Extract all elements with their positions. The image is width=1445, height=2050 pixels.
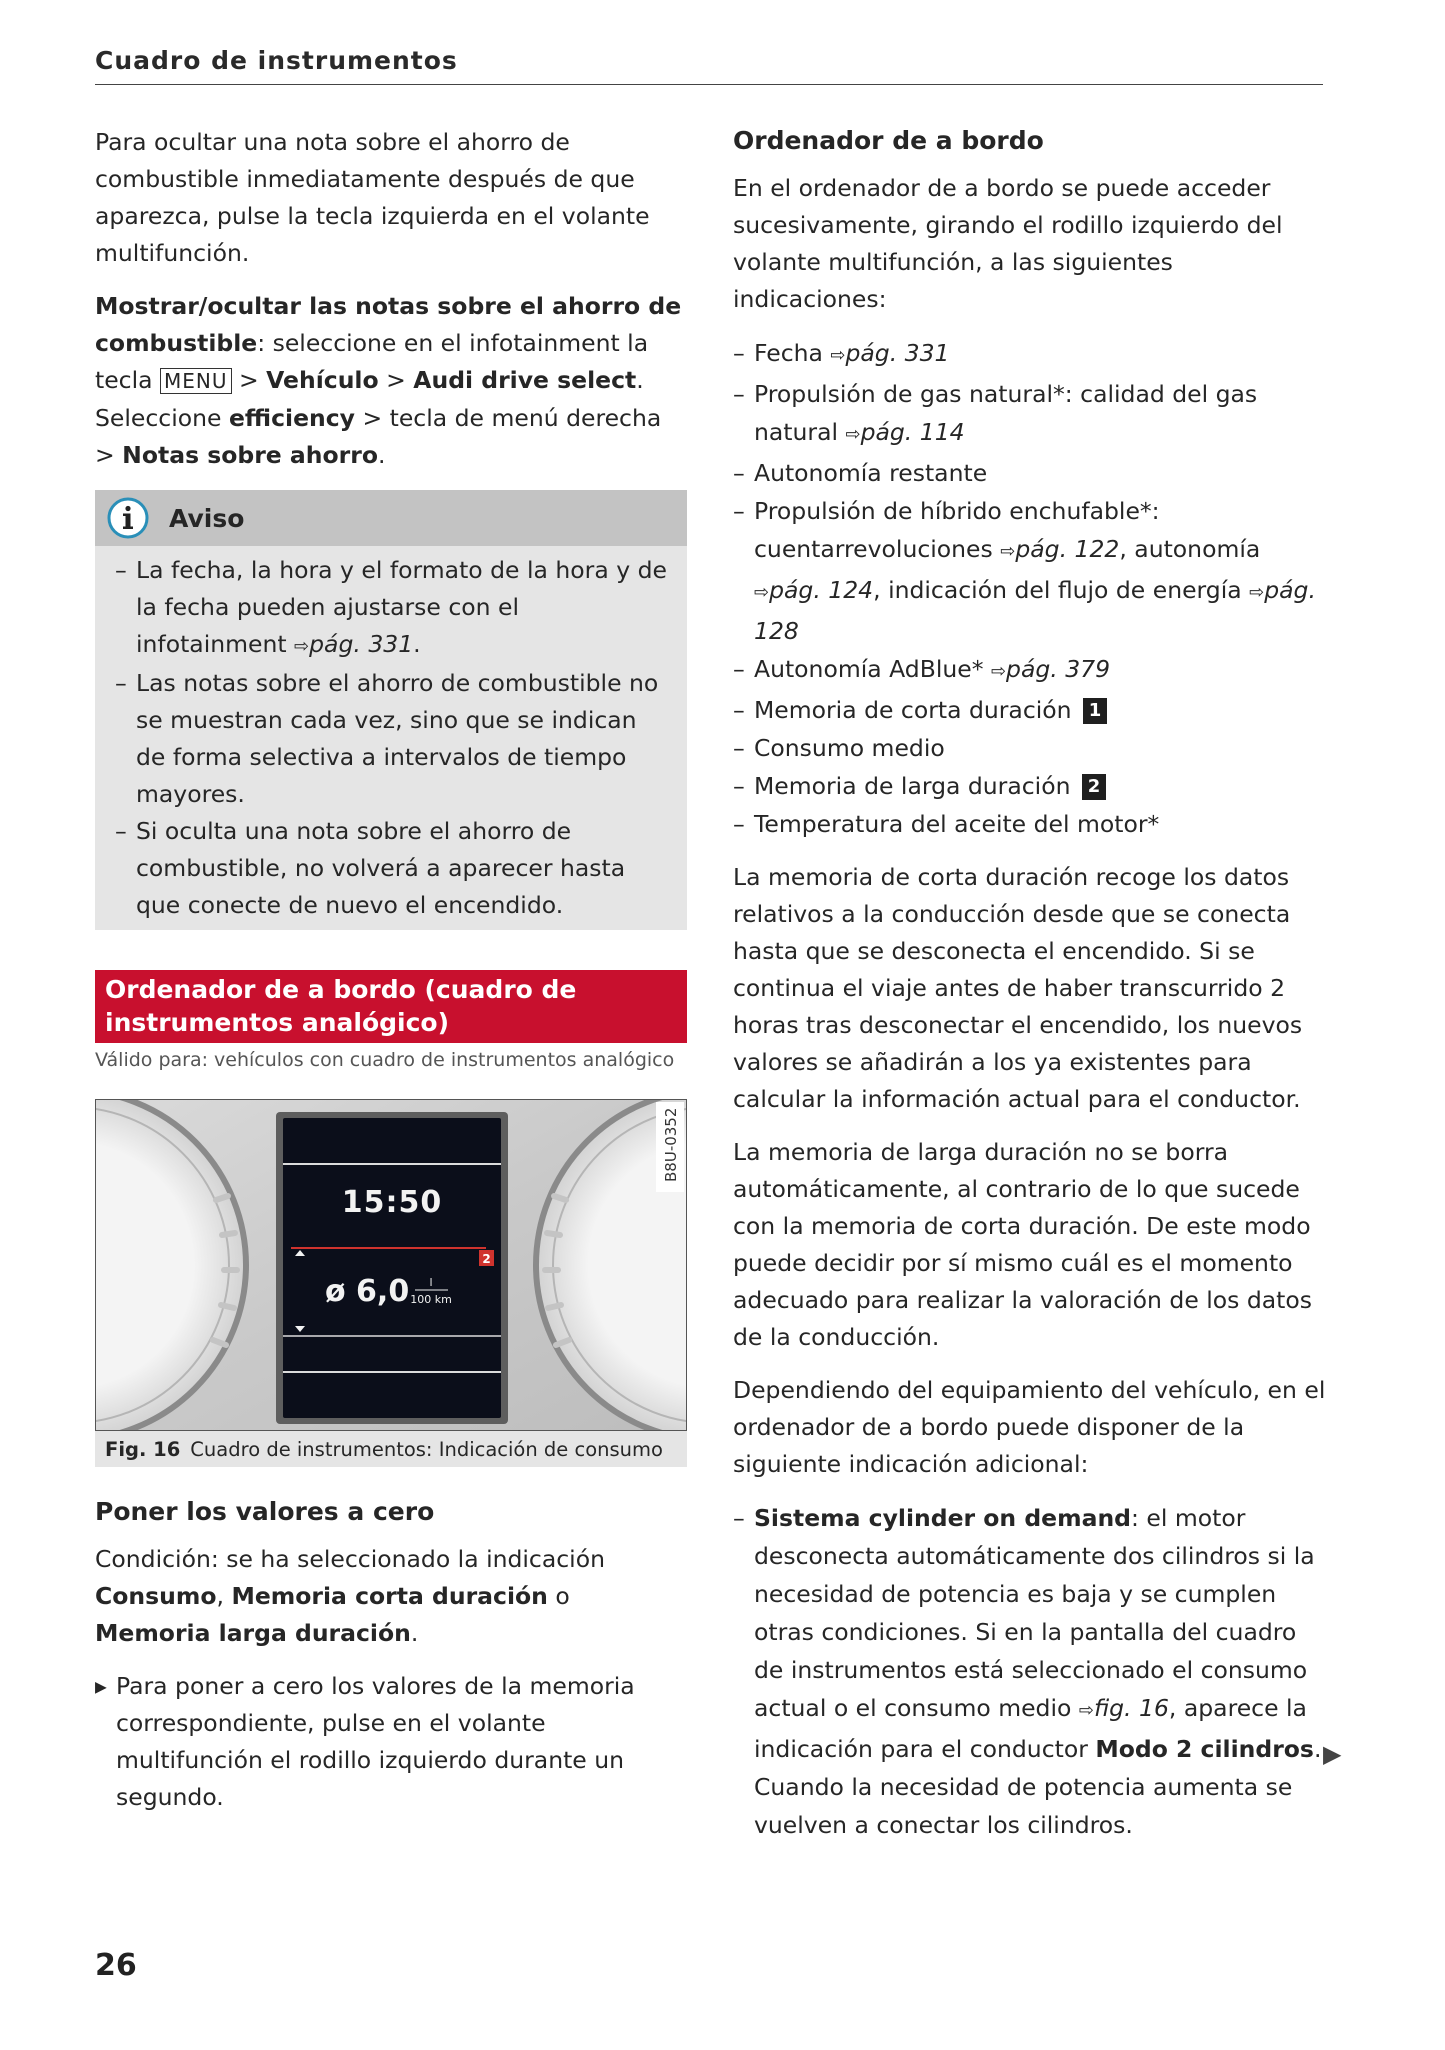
notice-box <box>95 490 687 930</box>
display-time: 15:50 <box>341 1185 443 1220</box>
display-list-item: – Autonomía restante <box>733 454 1328 492</box>
menu-key: MENU <box>160 368 232 394</box>
short-memory-paragraph: La memoria de corta duración recoge los datos relativos a la conducción desde que se conecta hasta que se desconecta el encendido. Si se continua el viaje antes de haber transcurrido 2 horas tras desconectar el encendido, los nuevos valores se añadirán a los ya existentes para calcular la información actual para el conductor. <box>733 863 1303 1113</box>
reset-condition: Condición: se ha seleccionado la indicación Consumo, Memoria corta duración o Memoria larga duración. <box>95 1545 605 1647</box>
display-list-item: – Consumo medio <box>733 729 1328 767</box>
reference-arrow-icon: ⇨ <box>830 345 846 366</box>
unit-denominator: 100 km <box>410 1293 452 1306</box>
continue-arrow-icon: ▶ <box>1323 1740 1342 1768</box>
long-memory-paragraph: La memoria de larga duración no se borra automáticamente, al contrario de lo que sucede con la memoria de corta duración. De este modo puede decidir por sí mismo cuál es el momento adecuado para realizar la valoración de los datos de la conducción. <box>733 1138 1313 1351</box>
notice-item: – La fecha, la hora y el formato de la hora y de la fecha pueden ajustarse con el infotainment ⇨pág. 331. <box>115 552 669 665</box>
show-hide-lead: Mostrar/ocultar las notas sobre el ahorro de combustible <box>95 292 682 357</box>
additional-display-list <box>733 1499 1328 1844</box>
display-list-item: – Propulsión de gas natural*: calidad del gas natural ⇨pág. 114 <box>733 375 1328 454</box>
unit-numerator: l <box>429 1276 433 1289</box>
reference-arrow-icon: ⇨ <box>1000 541 1016 562</box>
left-column <box>95 124 687 1816</box>
display-list-item: – Memoria de corta duración 1 <box>733 691 1328 729</box>
display-list-item: – Propulsión de híbrido enchufable*: cuentarrevoluciones ⇨pág. 122, autonomía ⇨pág. 124, indicación del flujo de energía ⇨pág. 128 <box>733 492 1328 650</box>
page-reference-link[interactable]: pág. 124 <box>769 576 874 604</box>
validity-note: Válido para: vehículos con cuadro de instrumentos analógico <box>95 1049 675 1071</box>
reference-arrow-icon: ⇨ <box>294 636 310 657</box>
section-title-banner: Ordenador de a bordo (cuadro de instrumentos analógico) <box>95 970 687 1043</box>
equipment-paragraph: Dependiendo del equipamiento del vehículo, en el ordenador de a bordo puede disponer de la siguiente indicación adicional: <box>733 1376 1326 1478</box>
page-header <box>95 46 1323 85</box>
figure-caption <box>95 1431 687 1467</box>
display-consumption: ø 6,0 <box>325 1274 410 1309</box>
page-reference-link[interactable]: pág. 128 <box>754 576 1316 645</box>
display-list-item: – Fecha ⇨pág. 331 <box>733 334 1328 375</box>
display-list-item: – Temperatura del aceite del motor* <box>733 805 1328 843</box>
memory-badge: 1 <box>1083 698 1107 724</box>
cylinder-on-demand-item: – Sistema cylinder on demand: el motor desconecta automáticamente dos cilindros si la necesidad de potencia es baja y se cumplen otras condiciones. Si en la pantalla del cuadro de instrumentos está seleccionado el consumo actual o el consumo medio ⇨fig. 16, aparece la indicación para el conductor Modo 2 cilindros. Cuando la necesidad de potencia aumenta se vuelven a conectar los cilindros. <box>733 1499 1328 1844</box>
reference-arrow-icon: ⇨ <box>754 582 770 603</box>
reference-arrow-icon: ⇨ <box>845 424 861 445</box>
display-list-item: – Memoria de larga duración 2 <box>733 767 1328 805</box>
show-hide-paragraph: Mostrar/ocultar las notas sobre el ahorro de combustible: seleccione en el infotainment la tecla MENU > Vehículo > Audi drive select. Seleccione efficiency > tecla de menú derecha > Notas sobre ahorro. <box>95 292 682 469</box>
chapter-title: Cuadro de instrumentos <box>95 46 458 75</box>
notice-header <box>95 490 687 546</box>
page-reference-link[interactable]: pág. 114 <box>860 418 965 446</box>
figure-reference-link[interactable]: fig. 16 <box>1093 1694 1169 1722</box>
reset-heading: Poner los valores a cero <box>95 1497 435 1526</box>
svg-text:2: 2 <box>482 1252 491 1266</box>
section-heading: Ordenador de a bordo <box>733 126 1044 155</box>
figure-code: B8U-0352 <box>662 1107 680 1182</box>
reference-arrow-icon: ⇨ <box>1249 582 1265 603</box>
header-rule <box>95 84 1323 85</box>
page-reference-link[interactable]: pág. 331 <box>845 339 950 367</box>
display-list <box>733 334 1328 843</box>
figure-number: Fig. 16 <box>105 1437 181 1461</box>
figure-caption-text: Cuadro de instrumentos: Indicación de consumo <box>190 1437 663 1461</box>
intro-paragraph: Para ocultar una nota sobre el ahorro de combustible inmediatamente después de que aparezca, pulse la tecla izquierda en el volante multifunción. <box>95 128 650 267</box>
reference-arrow-icon: ⇨ <box>990 661 1007 682</box>
notice-title: Aviso <box>169 503 245 533</box>
info-icon <box>105 495 151 541</box>
reference-arrow-icon: ⇨ <box>1078 1700 1094 1721</box>
page-reference-link[interactable]: pág. 122 <box>1015 535 1120 563</box>
reset-steps <box>95 1668 687 1816</box>
notice-item: – Las notas sobre el ahorro de combustible no se muestran cada vez, sino que se indican de forma selectiva a intervalos de tiempo mayores. <box>115 665 669 813</box>
page-reference-link[interactable]: pág. 331 <box>309 630 414 658</box>
memory-badge: 2 <box>1082 774 1106 800</box>
page-number: 26 <box>95 1948 137 1983</box>
computer-intro: En el ordenador de a bordo se puede acceder sucesivamente, girando el rodillo izquierdo del volante multifunción, a las siguientes indicaciones: <box>733 174 1283 313</box>
instrument-cluster-illustration <box>96 1100 686 1430</box>
instrument-cluster-figure <box>95 1099 687 1431</box>
notice-item: – Si oculta una nota sobre el ahorro de combustible, no volverá a aparecer hasta que conecte de nuevo el encendido. <box>115 813 669 924</box>
reset-step: ▸ Para poner a cero los valores de la memoria correspondiente, pulse en el volante multifunción el rodillo izquierdo durante un segundo. <box>95 1668 687 1816</box>
right-column <box>733 124 1328 1844</box>
page-reference-link[interactable]: pág. 379 <box>1006 655 1111 683</box>
display-list-item: – Autonomía AdBlue* ⇨pág. 379 <box>733 650 1328 691</box>
notice-list <box>95 546 687 924</box>
